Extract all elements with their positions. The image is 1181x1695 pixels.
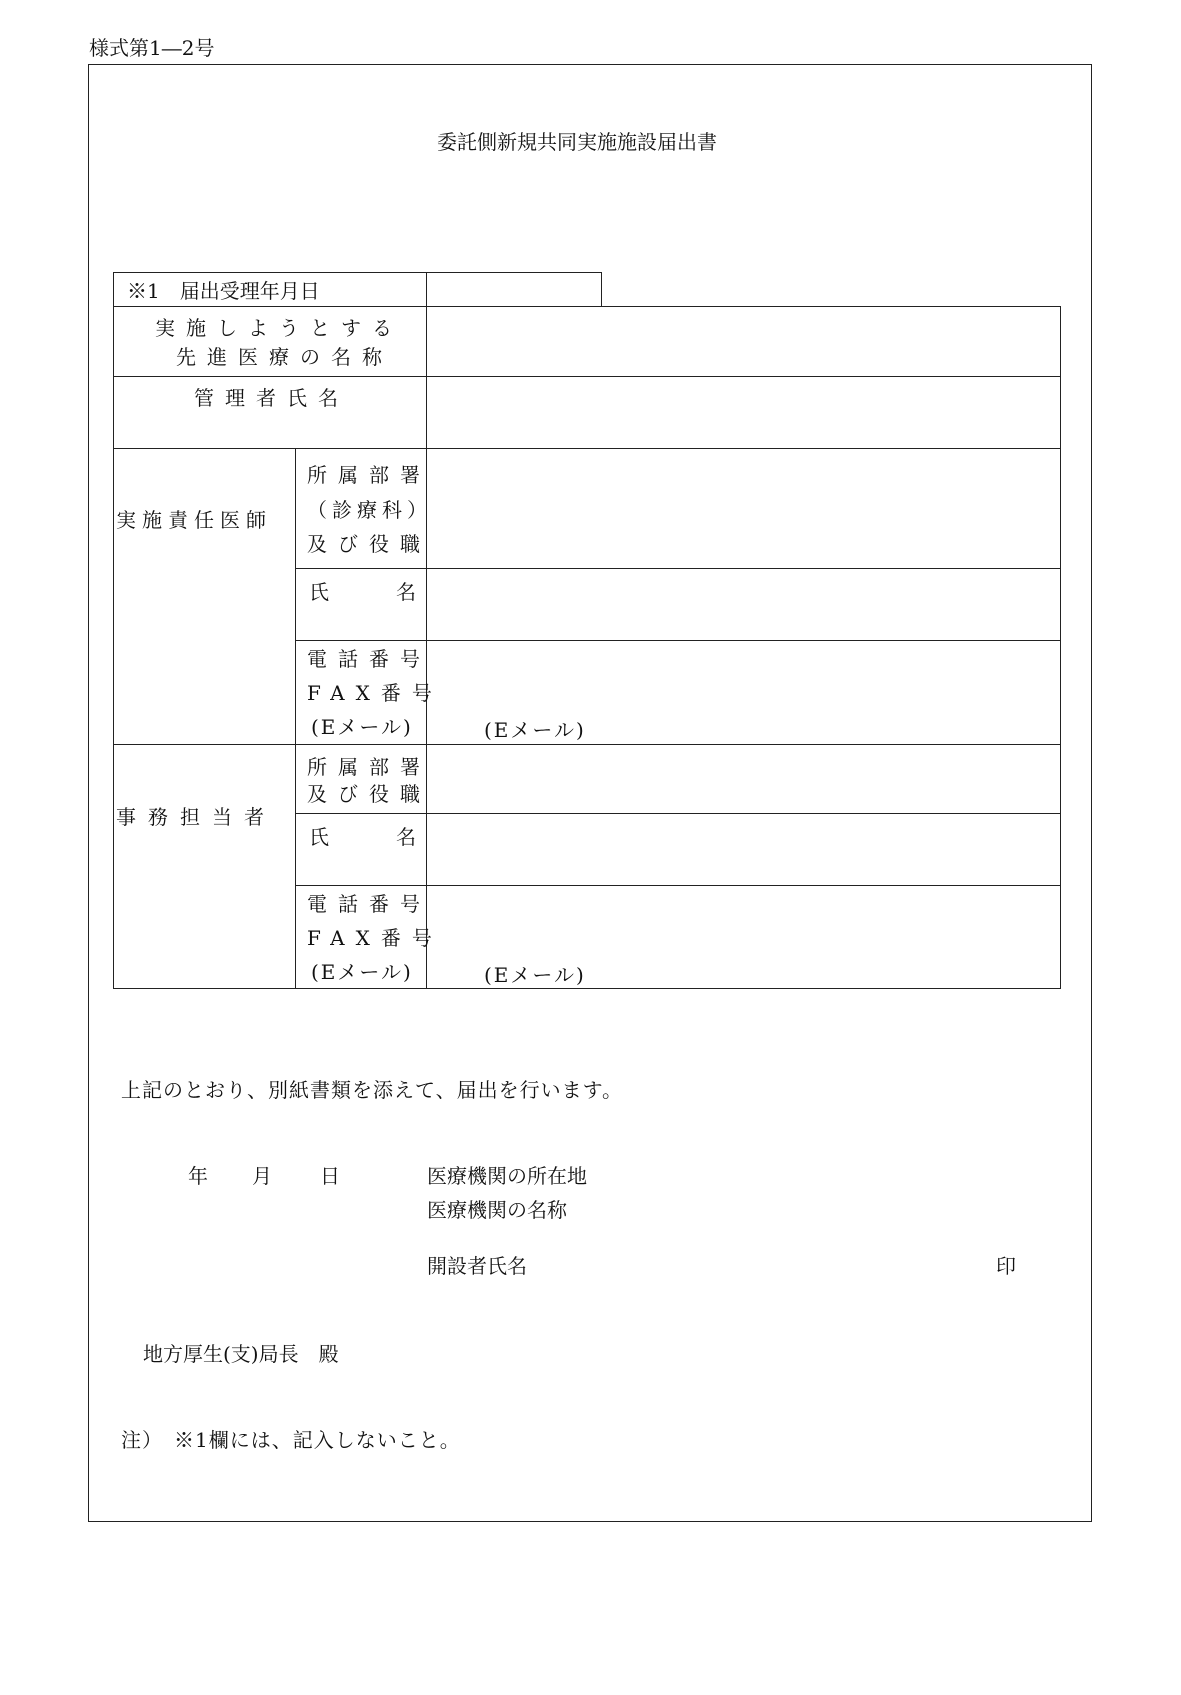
seal-mark: 印 bbox=[996, 1254, 1016, 1278]
institution-address-label: 医療機関の所在地 bbox=[427, 1164, 587, 1188]
rd-name-label-right: 名 bbox=[396, 580, 416, 604]
rd-fax-label: FAX番号 bbox=[307, 681, 443, 705]
addressee: 地方厚生(支)局長 殿 bbox=[143, 1342, 339, 1366]
clerk-group-label: 事務担当者 bbox=[116, 805, 276, 829]
rd-dept-label-line2: （診療科） bbox=[307, 498, 432, 522]
clerk-name-label-right: 名 bbox=[396, 825, 416, 849]
document-title: 委託側新規共同実施施設届出書 bbox=[437, 130, 717, 154]
clerk-email-label: (Eメール) bbox=[311, 960, 413, 984]
clerk-name-label-left: 氏 bbox=[309, 825, 329, 849]
rd-name-label-left: 氏 bbox=[309, 580, 329, 604]
tech-name-label-line1: 実施しようとする bbox=[155, 316, 403, 340]
manager-name-field[interactable] bbox=[428, 378, 1059, 446]
tech-name-field[interactable] bbox=[428, 308, 1059, 374]
date-year-label: 年 bbox=[188, 1164, 208, 1188]
responsible-doctor-group-label: 実施責任医師 bbox=[116, 508, 272, 532]
clerk-dept-field[interactable] bbox=[428, 746, 1059, 811]
statement: 上記のとおり、別紙書類を添えて、届出を行います。 bbox=[121, 1078, 623, 1102]
founder-name-label: 開設者氏名 bbox=[427, 1254, 527, 1278]
rd-dept-label-line3: 及び役職 bbox=[307, 532, 431, 556]
rd-email-value-prefix: (Eメール) bbox=[484, 718, 586, 742]
receipt-date-label: ※1 届出受理年月日 bbox=[127, 279, 320, 303]
rd-name-field[interactable] bbox=[428, 570, 1059, 638]
date-month-label: 月 bbox=[252, 1164, 272, 1188]
clerk-email-value-prefix: (Eメール) bbox=[484, 963, 586, 987]
rd-phone-label: 電話番号 bbox=[307, 647, 431, 671]
note: 注） ※1欄には、記入しないこと。 bbox=[121, 1428, 461, 1452]
rd-dept-label-line1: 所属部署 bbox=[307, 463, 431, 487]
clerk-fax-label: FAX番号 bbox=[307, 926, 443, 950]
tech-name-label-line2: 先進医療の名称 bbox=[176, 345, 393, 369]
clerk-phone-label: 電話番号 bbox=[307, 892, 431, 916]
clerk-name-field[interactable] bbox=[428, 815, 1059, 883]
rd-dept-field[interactable] bbox=[428, 450, 1059, 566]
rd-email-label: (Eメール) bbox=[311, 715, 413, 739]
manager-label: 管理者氏名 bbox=[194, 386, 349, 410]
clerk-dept-label-line2: 及び役職 bbox=[307, 782, 431, 806]
date-day-label: 日 bbox=[320, 1164, 340, 1188]
form-number: 様式第1―2号 bbox=[89, 36, 215, 60]
clerk-dept-label-line1: 所属部署 bbox=[307, 755, 431, 779]
receipt-date-field[interactable] bbox=[428, 274, 600, 305]
institution-name-label: 医療機関の名称 bbox=[427, 1198, 567, 1222]
